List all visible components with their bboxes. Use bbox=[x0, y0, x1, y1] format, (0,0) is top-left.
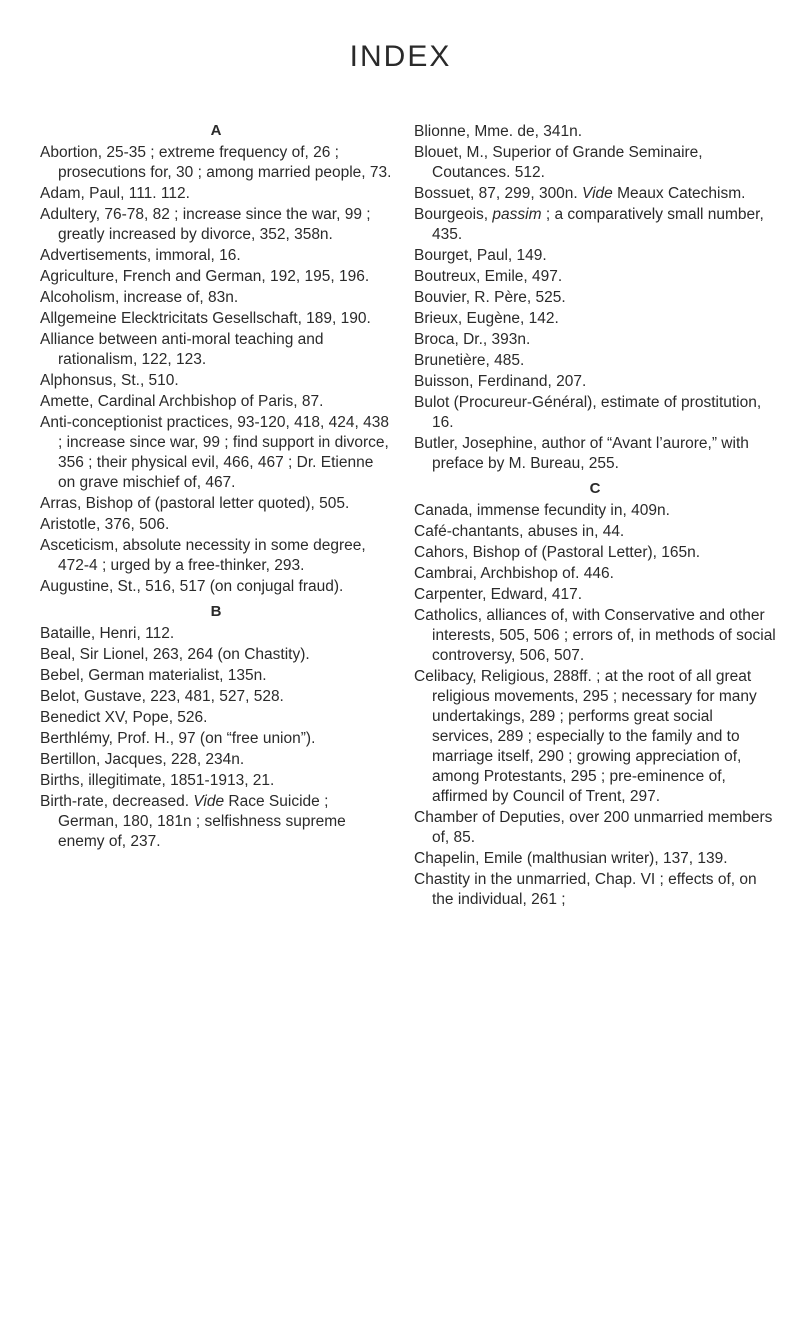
index-entry: Butler, Josephine, author of “Avant l’aurore,” with preface by M. Bureau, 255. bbox=[414, 435, 749, 472]
index-entry-bossuet bbox=[414, 184, 776, 204]
index-entry: Chastity in the unmarried, Chap. VI ; effects of, on the individual, 261 ; bbox=[414, 871, 757, 908]
index-entry: Brunetière, 485. bbox=[414, 352, 525, 369]
section-letter-b: B bbox=[210, 603, 222, 620]
index-entry: Cambrai, Archbishop of. 446. bbox=[414, 565, 614, 582]
vide-word: Vide bbox=[193, 793, 225, 810]
index-entry: Celibacy, Religious, 288ff. ; at the root of all great religious movements, 295 ; necessary for many undertakings, 289 ; performs great social services, 289 ; especially to the family and to marriage itself, 290 ; growing appreciation of, among Protestants, 295 ; pre-eminence of, affirmed by Council of Trent, 297. bbox=[414, 668, 757, 805]
index-entry: Beal, Sir Lionel, 263, 264 (on Chastity). bbox=[40, 646, 310, 663]
index-entry: Alliance between anti-moral teaching and rationalism, 122, 123. bbox=[40, 331, 324, 368]
index-entry: Allgemeine Elecktricitats Gesellschaft, 189, 190. bbox=[40, 310, 371, 327]
index-entry: Carpenter, Edward, 417. bbox=[414, 586, 583, 603]
page-title: INDEX bbox=[349, 40, 452, 73]
index-entry-bourgeois bbox=[414, 205, 776, 245]
index-entry: Canada, immense fecundity in, 409n. bbox=[414, 502, 670, 519]
index-entry: Adam, Paul, 111. 112. bbox=[40, 185, 190, 202]
index-entry: Bulot (Procureur-Général), estimate of prostitution, 16. bbox=[414, 394, 762, 431]
vide-target: Race bbox=[228, 793, 265, 810]
index-entry: Brieux, Eugène, 142. bbox=[414, 310, 559, 327]
entry-text: Birth-rate, decreased. bbox=[40, 793, 190, 810]
index-entry: Asceticism, absolute necessity in some degree, 472-4 ; urged by a free-thinker, 293. bbox=[40, 537, 366, 574]
index-entry: Abortion, 25-35 ; extreme frequency of, 26 ; prosecutions for, 30 ; among married people, 73. bbox=[40, 144, 392, 181]
index-entry: Adultery, 76-78, 82 ; increase since the war, 99 ; greatly increased by divorce, 352, 358n. bbox=[40, 206, 371, 243]
index-entry: Arras, Bishop of (pastoral letter quoted), 505. bbox=[40, 495, 350, 512]
index-entry: Chapelin, Emile (malthusian writer), 137, 139. bbox=[414, 850, 728, 867]
section-b-entries bbox=[40, 624, 392, 852]
index-entry: Boutreux, Emile, 497. bbox=[414, 268, 563, 285]
section-letter-c: C bbox=[589, 480, 601, 497]
passim-word: passim bbox=[492, 206, 542, 223]
index-entry: Aristotle, 376, 506. bbox=[40, 516, 170, 533]
index-entry: Advertisements, immoral, 16. bbox=[40, 247, 241, 264]
index-entry: Blouet, M., Superior of Grande Seminaire, Coutances. 512. bbox=[414, 144, 703, 181]
section-a-entries bbox=[40, 143, 392, 597]
vide-target: Meaux Catechism. bbox=[617, 185, 746, 202]
index-entry: Chamber of Deputies, over 200 unmarried members of, 85. bbox=[414, 809, 773, 846]
entry-text: Bourgeois, bbox=[414, 206, 489, 223]
index-entry: Alcoholism, increase of, 83n. bbox=[40, 289, 239, 306]
index-entry: Benedict XV, Pope, 526. bbox=[40, 709, 208, 726]
entry-text: Bossuet, 87, 299, 300n. bbox=[414, 185, 578, 202]
section-letter-a: A bbox=[210, 122, 222, 139]
index-entry: Augustine, St., 516, 517 (on conjugal fraud). bbox=[40, 578, 344, 595]
index-entry: Bourget, Paul, 149. bbox=[414, 247, 547, 264]
entry-text: ; a comparatively small number, 435. bbox=[432, 206, 764, 243]
index-entry: Bebel, German materialist, 135n. bbox=[40, 667, 267, 684]
index-entry: Bataille, Henri, 112. bbox=[40, 625, 175, 642]
index-entry: Café-chantants, abuses in, 44. bbox=[414, 523, 625, 540]
index-entry: Bertillon, Jacques, 228, 234n. bbox=[40, 751, 245, 768]
vide-word: Vide bbox=[582, 185, 613, 202]
index-entry: Anti-conceptionist practices, 93-120, 418, 424, 438 ; increase since war, 99 ; find support in divorce, 356 ; their physical evil, 466, 467 ; Dr. Etienne on grave mischief of, 467. bbox=[40, 414, 389, 491]
index-entry: Bouvier, R. Père, 525. bbox=[414, 289, 566, 306]
index-entry: Alphonsus, St., 510. bbox=[40, 372, 179, 389]
index-entry: Catholics, alliances of, with Conservative and other interests, 505, 506 ; errors of, in methods of social controversy, 506, 507. bbox=[414, 607, 776, 664]
index-entry: Buisson, Ferdinand, 207. bbox=[414, 373, 587, 390]
right-column bbox=[414, 122, 776, 911]
index-entry: Births, illegitimate, 1851-1913, 21. bbox=[40, 772, 275, 789]
left-column bbox=[40, 122, 392, 853]
index-entry: Blionne, Mme. de, 341n. bbox=[414, 123, 583, 140]
index-entry: Broca, Dr., 393n. bbox=[414, 331, 531, 348]
entry-text: Suicide ; German, 180, 181n ; selfishness supreme enemy of, 237. bbox=[58, 793, 346, 850]
index-entry: Amette, Cardinal Archbishop of Paris, 87. bbox=[40, 393, 324, 410]
index-entry: Cahors, Bishop of (Pastoral Letter), 165n. bbox=[414, 544, 701, 561]
index-entry: Agriculture, French and German, 192, 195, 196. bbox=[40, 268, 370, 285]
index-entry: Berthlémy, Prof. H., 97 (on “free union”). bbox=[40, 730, 316, 747]
index-entry: Belot, Gustave, 223, 481, 527, 528. bbox=[40, 688, 284, 705]
index-entry-with-vide bbox=[40, 792, 392, 852]
